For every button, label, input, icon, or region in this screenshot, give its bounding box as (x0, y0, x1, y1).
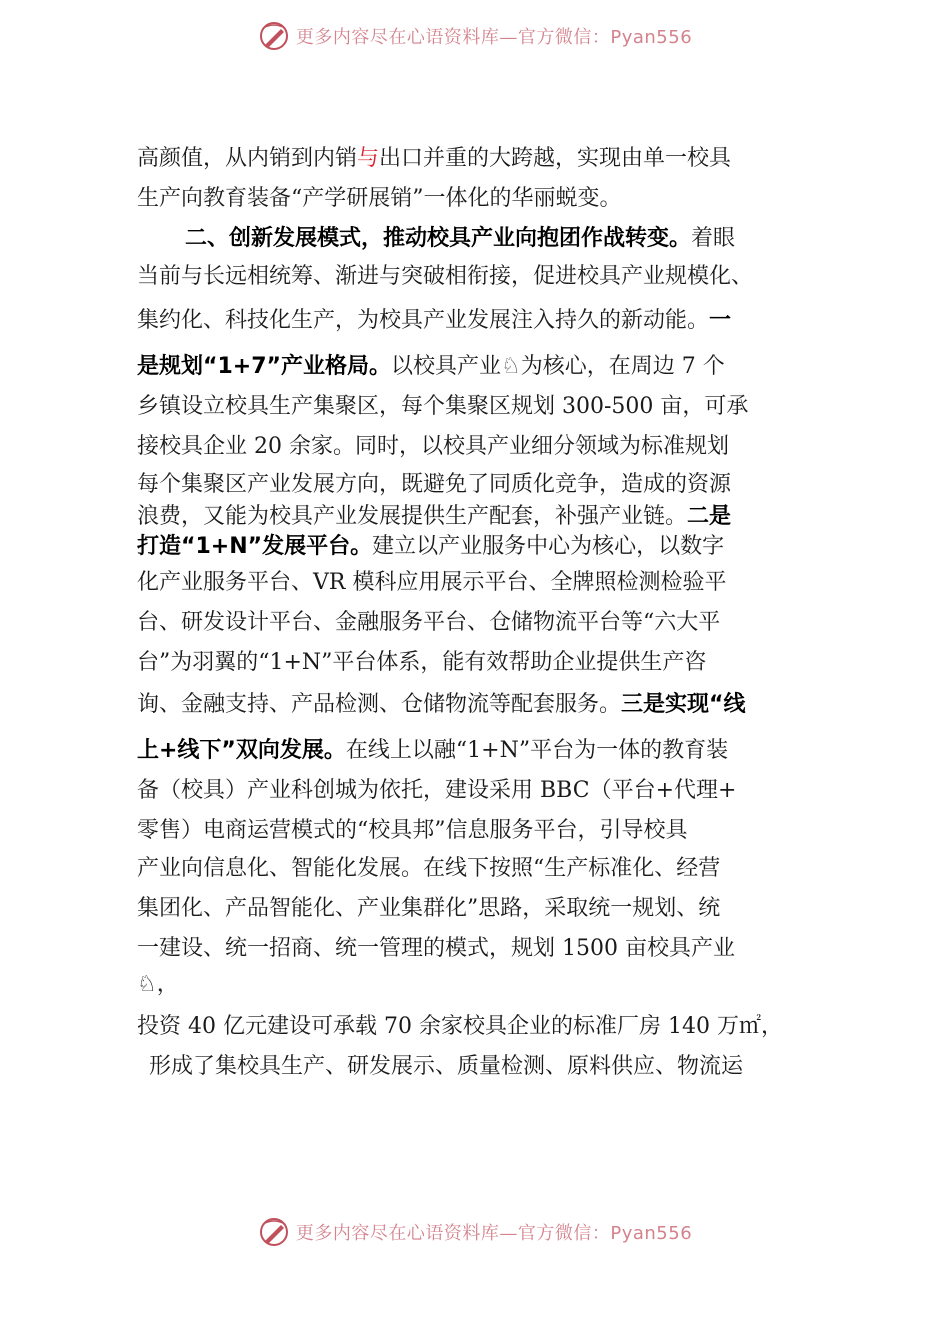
text-line: 询、金融支持、产品检测、仓储物流等配套服务。三是实现“线 (137, 692, 746, 717)
text-line: 接校具企业 20 余家。同时，以校具产业细分领域为标准规划 (137, 434, 729, 459)
text-line: 打造“1+N”发展平台。建立以产业服务中心为核心，以数字 (137, 534, 725, 559)
text-line: 是规划“1+7”产业格局。以校具产业♘为核心，在周边 7 个 (137, 354, 725, 379)
watermark-text: 更多内容尽在心语资料库—官方微信：Pyan556 (295, 27, 693, 48)
text-line: ♘， (137, 972, 179, 997)
section-heading: 二、创新发展模式，推动校具产业向抱团作战转变。 (185, 226, 692, 251)
text-line: 化产业服务平台、VR 模科应用展示平台、全牌照检测检验平 (137, 570, 727, 595)
text-line: 乡镇设立校具生产集聚区，每个集聚区规划 300-500 亩，可承 (137, 394, 749, 419)
text-line: 每个集聚区产业发展方向，既避免了同质化竞争，造成的资源 (137, 472, 732, 497)
text-line: 生产向教育装备“产学研展销”一体化的华丽蜕变。 (137, 186, 622, 211)
text-line: 产业向信息化、智能化发展。在线下按照“生产标准化、经营 (137, 856, 721, 881)
text-line: 当前与长远相统筹、渐进与突破相衔接，促进校具产业规模化、 (137, 264, 754, 289)
pen-logo-icon (258, 1216, 290, 1248)
text-line: 备（校具）产业科创城为依托，建设采用 BBC（平台+代理+ (137, 778, 737, 803)
text-line: 集约化、科技化生产，为校具产业发展注入持久的新动能。一 (137, 308, 732, 333)
section-heading-line: 二、创新发展模式，推动校具产业向抱团作战转变。着眼 (185, 226, 736, 251)
text-line: 台”为羽翼的“1+N”平台体系，能有效帮助企业提供生产咨 (137, 650, 707, 675)
point-heading: 上+线下”双向发展。 (137, 738, 346, 763)
watermark-text: 更多内容尽在心语资料库—官方微信：Pyan556 (295, 1223, 693, 1244)
text-line: 台、研发设计平台、金融服务平台、仓储物流平台等“六大平 (137, 610, 721, 635)
pen-logo-icon (258, 20, 290, 52)
text-line: 形成了集校具生产、研发展示、质量检测、原料供应、物流运 (149, 1054, 744, 1079)
text-line: 一建设、统一招商、统一管理的模式，规划 1500 亩校具产业 (137, 936, 735, 961)
text-line: 高颜值，从内销到内销与出口并重的大跨越，实现由单一校具 (137, 146, 732, 171)
header-watermark (0, 16, 950, 56)
point-heading: 打造“1+N”发展平台。 (137, 534, 373, 559)
text-line: 集团化、产品智能化、产业集群化”思路，采取统一规划、统 (137, 896, 721, 921)
text-line: 投资 40 亿元建设可承载 70 余家校具企业的标准厂房 140 万㎡， (137, 1014, 783, 1039)
footer-watermark (0, 1212, 950, 1252)
text-line: 零售）电商运营模式的“校具邦”信息服务平台，引导校具 (137, 818, 688, 843)
point-heading: 是规划“1+7”产业格局。 (137, 354, 391, 379)
text-line: 浪费，又能为校具产业发展提供生产配套，补强产业链。二是 (137, 504, 732, 529)
text-line: 上+线下”双向发展。在线上以融“1+N”平台为一体的教育装 (137, 738, 729, 763)
